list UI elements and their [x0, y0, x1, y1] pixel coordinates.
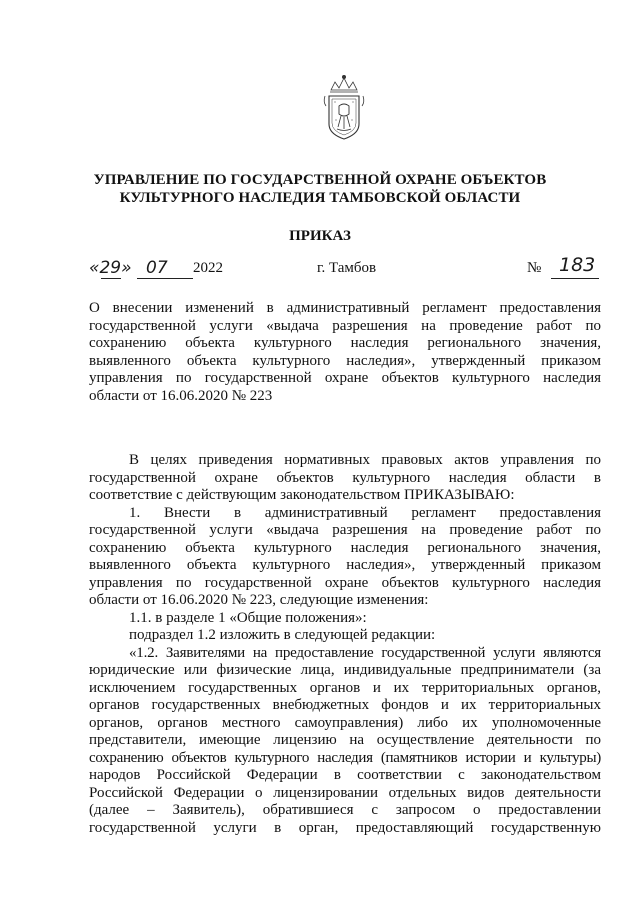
body-line: сохранению объектов культурного наследия (памятников истории и культуры)	[89, 749, 601, 766]
body-line: представители, имеющие лицензию на осуществление деятельности по	[89, 732, 601, 748]
subject-line: области от 16.06.2020 № 223	[89, 387, 273, 404]
date-day: «29»	[89, 258, 132, 278]
date-month: 07	[146, 258, 168, 278]
body-line: В целях приведения нормативных правовых актов управления по	[129, 452, 601, 468]
organization-title-line: КУЛЬТУРНОГО НАСЛЕДИЯ ТАМБОВСКОЙ ОБЛАСТИ	[119, 190, 521, 206]
body-line: органов, органов местного самоуправления) либо их уполномоченные	[89, 714, 601, 731]
body-line: выявленного объекта культурного наследия», утвержденный приказом	[89, 557, 601, 573]
tambov-coat-of-arms-icon	[321, 72, 367, 142]
number-sign: №	[527, 260, 542, 276]
subject-line: управления по государственной охране объектов культурного наследия	[89, 370, 601, 386]
body-line: юридические или физические лица, индивидуальные предприниматели (за	[89, 662, 601, 678]
city: г. Тамбов	[317, 260, 377, 276]
body-line: 1. Внести в административный регламент предоставления	[129, 504, 601, 521]
body-line: области от 16.06.2020 № 223, следующие изменения:	[89, 592, 429, 608]
subject-line: выявленного объекта культурного наследия», утвержденный приказом	[89, 352, 601, 369]
date-month-underline	[137, 278, 193, 279]
body-line: исключением государственных органов и их территориальных органов,	[89, 679, 601, 696]
subject-line: сохранению объекта культурного наследия регионального значения,	[89, 335, 601, 351]
body-line: государственной охране объектов культурного наследия области в	[89, 469, 601, 486]
document-type: ПРИКАЗ	[289, 228, 351, 244]
body-line: «1.2. Заявителями на предоставление государственной услуги являются	[129, 644, 601, 661]
body-line: (далее – Заявитель), обратившиеся с запросом о предоставлении	[89, 802, 601, 818]
body-line: сохранению объекта культурного наследия регионального значения,	[89, 539, 601, 556]
date-number-row	[89, 254, 601, 282]
body-line: органов государственных внебюджетных фондов и их территориальных	[89, 697, 601, 713]
body-line: народов Российской Федерации в соответствии с законодательством	[89, 767, 601, 783]
body-line: соответствие с действующим законодательством ПРИКАЗЫВАЮ:	[89, 487, 515, 503]
body-line: подраздел 1.2 изложить в следующей редакции:	[129, 627, 436, 643]
date-day-underline	[101, 278, 121, 279]
organization-title-line: УПРАВЛЕНИЕ ПО ГОСУДАРСТВЕННОЙ ОХРАНЕ ОБЪЕКТОВ	[93, 172, 547, 188]
body-line: управления по государственной охране объектов культурного наследия	[89, 574, 601, 591]
body-line: 1.1. в разделе 1 «Общие положения»:	[129, 609, 367, 626]
body-line: государственной услуги «выдача разрешения на проведение работ по	[89, 522, 601, 538]
body-line: Российской Федерации о лицензировании отдельных видов деятельности	[89, 784, 601, 801]
subject-line: О внесении изменений в административный регламент предоставления	[89, 300, 601, 316]
number-underline	[551, 278, 599, 279]
date-year: 2022	[193, 260, 223, 276]
organization-title	[60, 171, 580, 207]
order-number: 183	[559, 254, 596, 276]
body-line: государственной услуги в орган, предоставляющий государственную	[89, 819, 601, 836]
subject-line: государственной услуги «выдача разрешения на проведение работ по	[89, 317, 601, 334]
